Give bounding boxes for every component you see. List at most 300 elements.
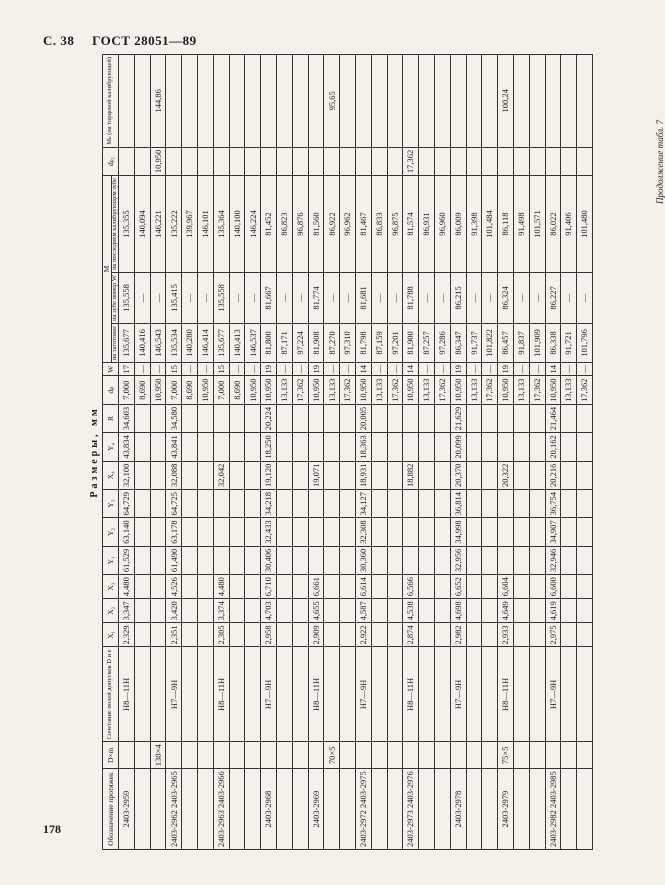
table-cell-mb: 97,310 — [340, 323, 356, 362]
table-cell-y4: 20,162 — [545, 433, 561, 461]
table-cell-dim: 70×5 — [324, 742, 340, 769]
table-cell-y4 — [213, 433, 229, 461]
table-cell-mk — [577, 54, 593, 147]
col-dp: dₚ — [103, 376, 119, 404]
table-cell-x3: 6,604 — [498, 575, 514, 599]
table-cell-mf: 81,667 — [261, 272, 277, 323]
table-cell-mk — [197, 54, 213, 147]
table-cell-y3 — [561, 489, 577, 517]
table-cell-y2: 32,308 — [355, 518, 371, 546]
table-cell-mf: — — [324, 272, 340, 323]
table-row — [498, 54, 514, 849]
table-cell-mk — [261, 54, 277, 147]
table-cell-x4: 20,216 — [545, 461, 561, 489]
table-cell-dp: 10,950 — [450, 376, 466, 404]
table-cell-y4: 20,099 — [450, 433, 466, 461]
table-cell-mk — [119, 54, 135, 147]
table-cell-desig: 2403-2969 — [308, 769, 324, 850]
table-cell-x3: 6,652 — [450, 575, 466, 599]
table-cell-ml: 91,498 — [513, 176, 529, 273]
table-cell-ml: 96,875 — [387, 176, 403, 273]
table-cell-x1 — [387, 623, 403, 647]
col-r: R — [103, 404, 119, 432]
table-cell-dim — [371, 742, 387, 769]
table-cell-dp: 13,133 — [513, 376, 529, 404]
table-cell-y2 — [324, 518, 340, 546]
table-cell-dim — [482, 742, 498, 769]
table-cell-fit — [134, 647, 150, 742]
col-x3: X₃ — [103, 575, 119, 599]
table-cell-x3: 6,600 — [545, 575, 561, 599]
table-cell-x2: 4,698 — [450, 599, 466, 623]
table-cell-y1 — [213, 546, 229, 574]
table-row — [261, 54, 277, 849]
table-cell-y3 — [513, 489, 529, 517]
table-cell-dim — [355, 742, 371, 769]
col-fit: Сочетание полей допусков D и e — [103, 647, 119, 742]
table-cell-desig: 2403-2972 2403-2975 — [355, 769, 371, 850]
table-cell-r — [340, 404, 356, 432]
table-cell-x1 — [466, 623, 482, 647]
table-cell-y1: 30,360 — [355, 546, 371, 574]
table-cell-fit — [419, 647, 435, 742]
table-cell-mk — [134, 54, 150, 147]
table-cell-x4 — [292, 461, 308, 489]
table-cell-dp: 10,950 — [245, 376, 261, 404]
table-cell-x3 — [150, 575, 166, 599]
table-row — [197, 54, 213, 849]
section-title: Размеры, мм — [89, 406, 100, 498]
table-row — [245, 54, 261, 849]
table-cell-x2 — [197, 599, 213, 623]
table-cell-y1 — [529, 546, 545, 574]
table-cell-y1 — [324, 546, 340, 574]
table-cell-x2 — [577, 599, 593, 623]
table-cell-mb: 140,413 — [229, 323, 245, 362]
table-cell-ml: 146,224 — [245, 176, 261, 273]
table-cell-y2 — [245, 518, 261, 546]
table-cell-dp: 17,362 — [434, 376, 450, 404]
table-cell-desig — [482, 769, 498, 850]
table-cell-mb: 91,721 — [561, 323, 577, 362]
table-cell-fit: Н7—9Н — [166, 647, 182, 742]
table-cell-y4 — [308, 433, 324, 461]
table-cell-dim — [403, 742, 419, 769]
table-cell-fit — [150, 647, 166, 742]
table-cell-dim — [561, 742, 577, 769]
table-cell-x2 — [340, 599, 356, 623]
table-cell-y2 — [434, 518, 450, 546]
table-cell-fit — [577, 647, 593, 742]
table-cell-ml: 86,823 — [276, 176, 292, 273]
table-row — [419, 54, 435, 849]
table-cell-x1: 2,982 — [450, 623, 466, 647]
table-cell-y1: 61,529 — [119, 546, 135, 574]
table-cell-mb: 91,737 — [466, 323, 482, 362]
table-cell-r — [371, 404, 387, 432]
table-cell-w: — — [529, 362, 545, 376]
table-row — [182, 54, 198, 849]
table-cell-x1 — [245, 623, 261, 647]
table-cell-desig: 2403-2973 2403-2976 — [403, 769, 419, 850]
table-cell-ml: 140,094 — [134, 176, 150, 273]
table-cell-ml: 86,833 — [371, 176, 387, 273]
table-cell-y1 — [229, 546, 245, 574]
table-cell-ml: 96,876 — [292, 176, 308, 273]
table-cell-desig: 2403-2968 — [261, 769, 277, 850]
table-cell-dp1: 10,950 — [150, 147, 166, 175]
table-cell-y3 — [498, 489, 514, 517]
table-row — [482, 54, 498, 849]
table-cell-x1: 2,351 — [166, 623, 182, 647]
table-cell-r — [498, 404, 514, 432]
table-cell-ml: 135,364 — [213, 176, 229, 273]
table-cell-mf: 135,558 — [119, 272, 135, 323]
table-cell-y2 — [229, 518, 245, 546]
table-cell-y2 — [419, 518, 435, 546]
table-cell-r — [276, 404, 292, 432]
table-cell-mf: 86,215 — [450, 272, 466, 323]
table-cell-y4 — [197, 433, 213, 461]
table-cell-ml: 86,118 — [498, 176, 514, 273]
table-cell-ml: 139,967 — [182, 176, 198, 273]
table-cell-y1 — [134, 546, 150, 574]
table-row — [513, 54, 529, 849]
table-cell-fit — [434, 647, 450, 742]
table-cell-fit — [529, 647, 545, 742]
col-mk: Mₖ (на торцевой калибрующей) — [103, 54, 119, 147]
table-cell-desig: 2403-2963 2403-2966 — [213, 769, 229, 850]
table-cell-dp: 7,000 — [119, 376, 135, 404]
table-cell-x2 — [482, 599, 498, 623]
table-cell-dim — [276, 742, 292, 769]
table-cell-mb: 101,822 — [482, 323, 498, 362]
caption-row — [88, 54, 103, 849]
table-cell-dp1 — [134, 147, 150, 175]
page-label: С. 38 — [43, 33, 75, 48]
table-cell-x3 — [577, 575, 593, 599]
table-cell-x2: 4,538 — [403, 599, 419, 623]
table-cell-y1 — [434, 546, 450, 574]
table-cell-dp1 — [308, 147, 324, 175]
table-cell-x4: 32,088 — [166, 461, 182, 489]
table-cell-mk — [513, 54, 529, 147]
table-row — [466, 54, 482, 849]
table-cell-y2 — [340, 518, 356, 546]
table-cell-x2: 3,347 — [119, 599, 135, 623]
table-cell-w: — — [513, 362, 529, 376]
table-cell-mb: 81,908 — [308, 323, 324, 362]
standard-code: ГОСТ 28051—89 — [92, 33, 197, 48]
table-cell-x3: 6,614 — [355, 575, 371, 599]
table-cell-y3 — [403, 489, 419, 517]
table-cell-y4: 18,363 — [355, 433, 371, 461]
table-cell-y4: 43,834 — [119, 433, 135, 461]
table-cell-w: — — [577, 362, 593, 376]
table-cell-y4 — [245, 433, 261, 461]
table-cell-x2: 4,655 — [308, 599, 324, 623]
table-cell-dim — [229, 742, 245, 769]
table-cell-mk — [434, 54, 450, 147]
table-cell-r — [482, 404, 498, 432]
table-cell-y2: 34,998 — [450, 518, 466, 546]
table-cell-mf: — — [340, 272, 356, 323]
table-cell-y3 — [577, 489, 593, 517]
table-cell-r: 21,464 — [545, 404, 561, 432]
table-cell-x2 — [229, 599, 245, 623]
table-cell-dp: 13,133 — [561, 376, 577, 404]
table-cell-mf: 81,681 — [355, 272, 371, 323]
table-cell-mk — [355, 54, 371, 147]
table-cell-fit — [182, 647, 198, 742]
table-cell-x3 — [134, 575, 150, 599]
table-row — [403, 54, 419, 849]
table-cell-fit — [197, 647, 213, 742]
table-cell-y4 — [229, 433, 245, 461]
table-row — [371, 54, 387, 849]
table-cell-dp: 7,000 — [166, 376, 182, 404]
table-cell-y1: 32,946 — [545, 546, 561, 574]
table-cell-r: 21,629 — [450, 404, 466, 432]
table-cell-x2 — [182, 599, 198, 623]
table-cell-y3: 36,754 — [545, 489, 561, 517]
table-cell-y4 — [134, 433, 150, 461]
table-cell-dim — [513, 742, 529, 769]
table-cell-x2 — [561, 599, 577, 623]
table-cell-y2: 34,907 — [545, 518, 561, 546]
table-cell-mf: — — [529, 272, 545, 323]
table-cell-x2 — [434, 599, 450, 623]
table-cell-y4 — [466, 433, 482, 461]
table-cell-dim — [434, 742, 450, 769]
header-row — [103, 54, 112, 849]
table-cell-y3 — [229, 489, 245, 517]
table-cell-mf: — — [182, 272, 198, 323]
table-cell-ml: 86,009 — [450, 176, 466, 273]
table-cell-ml: 86,931 — [419, 176, 435, 273]
table-cell-w: — — [324, 362, 340, 376]
table-cell-dp1 — [466, 147, 482, 175]
table-cell-y2 — [498, 518, 514, 546]
table-cell-dp: 10,950 — [197, 376, 213, 404]
table-cell-y1 — [482, 546, 498, 574]
table-cell-w: 14 — [545, 362, 561, 376]
table-cell-dp: 10,950 — [308, 376, 324, 404]
table-cell-y2 — [466, 518, 482, 546]
table-cell-x2: 4,587 — [355, 599, 371, 623]
table-cell-ml: 86,022 — [545, 176, 561, 273]
table-cell-dp: 13,133 — [371, 376, 387, 404]
table-cell-y4 — [150, 433, 166, 461]
table-cell-x2: 4,703 — [261, 599, 277, 623]
table-cell-w: — — [245, 362, 261, 376]
table-cell-x4 — [387, 461, 403, 489]
table-cell-x2: 4,649 — [498, 599, 514, 623]
table-cell-mb: 86,338 — [545, 323, 561, 362]
table-cell-dim: 130×4 — [150, 742, 166, 769]
table-cell-desig — [340, 769, 356, 850]
table-cell-desig — [182, 769, 198, 850]
table-cell-mf: — — [134, 272, 150, 323]
table-cell-y4 — [371, 433, 387, 461]
table-cell-desig — [324, 769, 340, 850]
table-cell-x4 — [150, 461, 166, 489]
table-cell-dp1 — [276, 147, 292, 175]
table-cell-y1 — [387, 546, 403, 574]
table-cell-dp: 10,950 — [498, 376, 514, 404]
table-cell-y2 — [371, 518, 387, 546]
table-cell-mk — [245, 54, 261, 147]
table-cell-mk — [466, 54, 482, 147]
col-y3: Y₃ — [103, 489, 119, 517]
table-cell-mf: — — [245, 272, 261, 323]
table-cell-x3 — [419, 575, 435, 599]
table-cell-y4 — [292, 433, 308, 461]
table-cell-y3 — [434, 489, 450, 517]
table-cell-w: 17 — [119, 362, 135, 376]
table-cell-x2 — [371, 599, 387, 623]
table-cell-x1 — [182, 623, 198, 647]
table-cell-desig — [371, 769, 387, 850]
table-cell-r — [324, 404, 340, 432]
table-cell-x1 — [197, 623, 213, 647]
table-cell-y2 — [403, 518, 419, 546]
col-dp1: dₚ₁ — [103, 147, 119, 175]
table-cell-dp: 17,362 — [529, 376, 545, 404]
table-cell-y1 — [276, 546, 292, 574]
table-row — [355, 54, 371, 849]
table-cell-w: 15 — [166, 362, 182, 376]
table-row — [276, 54, 292, 849]
table-cell-x3: 4,480 — [213, 575, 229, 599]
table-cell-y3 — [529, 489, 545, 517]
table-cell-x3 — [182, 575, 198, 599]
table-cell-y4 — [419, 433, 435, 461]
table-cell-x4: 20,370 — [450, 461, 466, 489]
table-row — [292, 54, 308, 849]
table-cell-mf: — — [466, 272, 482, 323]
table-cell-y4 — [482, 433, 498, 461]
table-cell-w: 14 — [403, 362, 419, 376]
table-cell-x1 — [577, 623, 593, 647]
table-cell-y3: 34,218 — [261, 489, 277, 517]
table-cell-dim — [340, 742, 356, 769]
table-cell-x4 — [419, 461, 435, 489]
table-cell-fit — [292, 647, 308, 742]
table-cell-r — [150, 404, 166, 432]
table-cell-x4 — [340, 461, 356, 489]
table-cell-r — [529, 404, 545, 432]
table-cell-ml: 135,222 — [166, 176, 182, 273]
table-cell-dim — [577, 742, 593, 769]
table-cell-dp: 10,950 — [545, 376, 561, 404]
table-cell-mb: 140,280 — [182, 323, 198, 362]
table-cell-r — [229, 404, 245, 432]
table-cell-dim — [308, 742, 324, 769]
table-cell-x1 — [434, 623, 450, 647]
table-row — [324, 54, 340, 849]
table-cell-x3 — [245, 575, 261, 599]
table-cell-dp1 — [182, 147, 198, 175]
table-cell-x1 — [150, 623, 166, 647]
table-cell-fit: Н8—11Н — [308, 647, 324, 742]
table-cell-fit: Н8—11Н — [119, 647, 135, 742]
table-cell-fit: Н8—11Н — [403, 647, 419, 742]
table-cell-mb: 135,534 — [166, 323, 182, 362]
table-cell-dp1 — [229, 147, 245, 175]
table-cell-r — [434, 404, 450, 432]
table-cell-r — [577, 404, 593, 432]
table-cell-x1: 2,933 — [498, 623, 514, 647]
table-cell-y1 — [308, 546, 324, 574]
table-row — [434, 54, 450, 849]
table-cell-r: 34,580 — [166, 404, 182, 432]
table-cell-dp: 10,950 — [150, 376, 166, 404]
table-cell-x4 — [482, 461, 498, 489]
table-cell-fit: Н7—9Н — [450, 647, 466, 742]
table-cell-y4 — [403, 433, 419, 461]
table-cell-x3 — [434, 575, 450, 599]
table-cell-desig — [387, 769, 403, 850]
table-row — [450, 54, 466, 849]
table-cell-y1 — [292, 546, 308, 574]
table-cell-fit: Н7—9Н — [545, 647, 561, 742]
table-cell-dp: 17,362 — [387, 376, 403, 404]
table-cell-dp: 8,690 — [229, 376, 245, 404]
table-cell-x2 — [529, 599, 545, 623]
table-cell-y2: 32,433 — [261, 518, 277, 546]
table-cell-w: — — [197, 362, 213, 376]
col-y2: Y₂ — [103, 518, 119, 546]
table-cell-y4 — [324, 433, 340, 461]
table-cell-x4 — [134, 461, 150, 489]
table-cell-ml: 101,480 — [577, 176, 593, 273]
table-cell-mb: 97,286 — [434, 323, 450, 362]
table-cell-x4: 32,042 — [213, 461, 229, 489]
table-cell-mk: 144,86 — [150, 54, 166, 147]
table-cell-y2 — [482, 518, 498, 546]
col-y4: Y₄ — [103, 433, 119, 461]
table-cell-w: — — [150, 362, 166, 376]
table-cell-fit — [276, 647, 292, 742]
table-cell-y2 — [292, 518, 308, 546]
table-cell-y3 — [150, 489, 166, 517]
table-cell-fit — [371, 647, 387, 742]
table-cell-y3 — [276, 489, 292, 517]
table-cell-mf: — — [371, 272, 387, 323]
table-cell-r — [466, 404, 482, 432]
table-cell-x2 — [466, 599, 482, 623]
table-cell-dp1 — [292, 147, 308, 175]
table-cell-y2 — [213, 518, 229, 546]
table-cell-dim — [134, 742, 150, 769]
table-cell-w: 19 — [261, 362, 277, 376]
table-cell-x1: 2,329 — [119, 623, 135, 647]
table-cell-fit — [387, 647, 403, 742]
table-cell-dp1 — [498, 147, 514, 175]
table-cell-w: — — [276, 362, 292, 376]
table-cell-dp1 — [213, 147, 229, 175]
table-cell-y2: 63,178 — [166, 518, 182, 546]
table-cell-x1 — [371, 623, 387, 647]
table-cell-ml: 81,574 — [403, 176, 419, 273]
table-cell-y3: 64,729 — [119, 489, 135, 517]
table-cell-y1: 30,406 — [261, 546, 277, 574]
table-cell-dim — [466, 742, 482, 769]
table-cell-y3 — [482, 489, 498, 517]
table-cell-mf: — — [419, 272, 435, 323]
table-cell-fit: Н7—9Н — [355, 647, 371, 742]
